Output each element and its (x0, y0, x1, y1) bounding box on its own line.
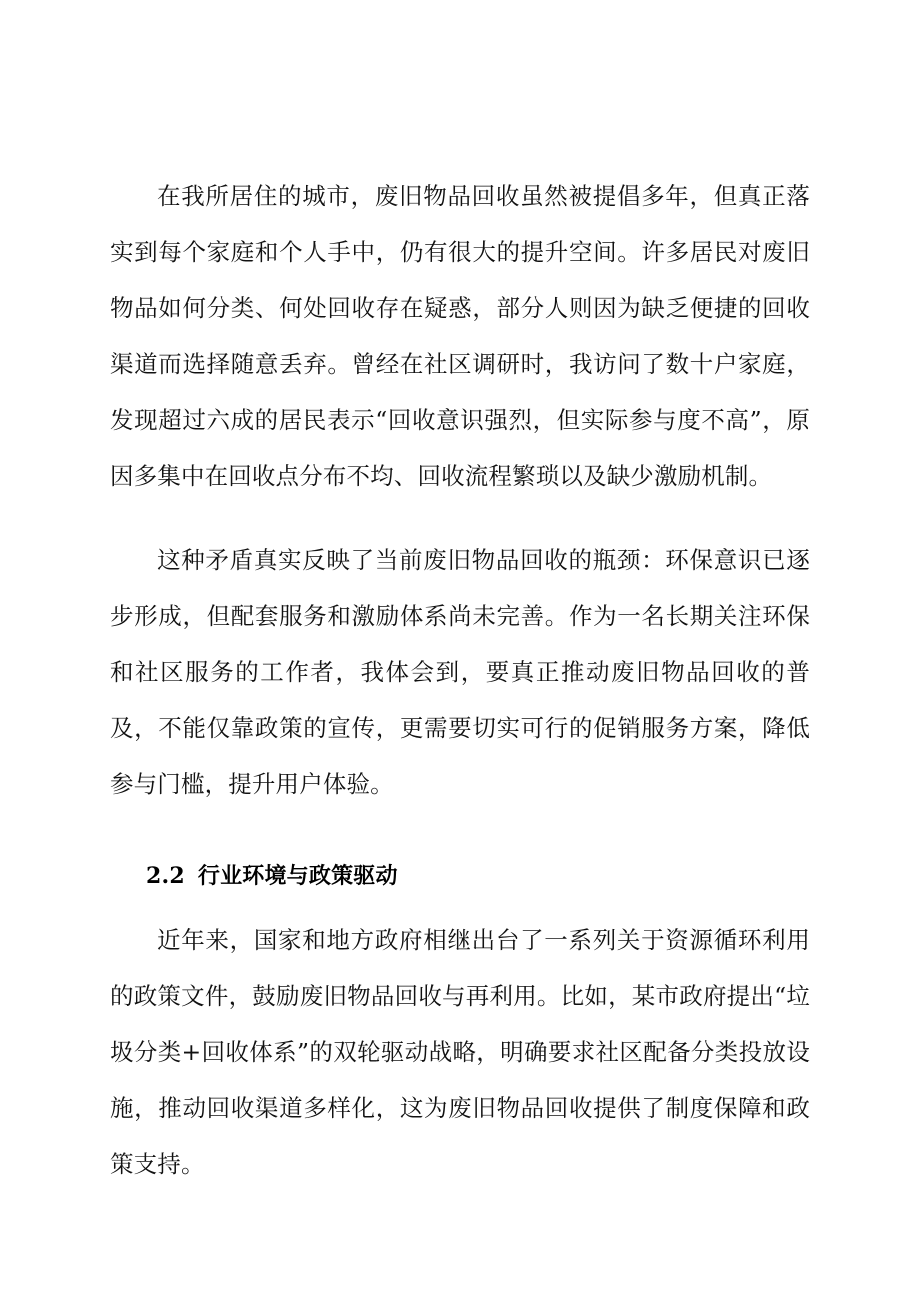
document-body (110, 168, 810, 1192)
paragraph-1: 在我所居住的城市，废旧物品回收虽然被提倡多年，但真正落实到每个家庭和个人手中，仍有很大的提升空间。许多居民对废旧物品如何分类、何处回收存在疑惑，部分人则因为缺乏便捷的回收渠道而选择随意丢弃。曾经在社区调研时，我访问了数十户家庭，发现超过六成的居民表示“回收意识强烈，但实际参与度不高”，原因多集中在回收点分布不均、回收流程繁琐以及缺少激励机制。 (110, 182, 810, 490)
section-heading-title: 行业环境与政策驱动 (197, 863, 398, 889)
paragraph-3: 近年来，国家和地方政府相继出台了一系列关于资源循环利用的政策文件，鼓励废旧物品回收与再利用。比如，某市政府提出“垃圾分类+回收体系”的双轮驱动战略，明确要求社区配备分类投放设施，推动回收渠道多样化，这为废旧物品回收提供了制度保障和政策支持。 (110, 926, 810, 1178)
section-heading-number: 2.2 (146, 863, 185, 889)
section-heading-2-2 (110, 856, 810, 896)
paragraph-2: 这种矛盾真实反映了当前废旧物品回收的瓶颈：环保意识已逐步形成，但配套服务和激励体系尚未完善。作为一名长期关注环保和社区服务的工作者，我体会到，要真正推动废旧物品回收的普及，不能仅靠政策的宣传，更需要切实可行的促销服务方案，降低参与门槛，提升用户体验。 (110, 546, 810, 798)
